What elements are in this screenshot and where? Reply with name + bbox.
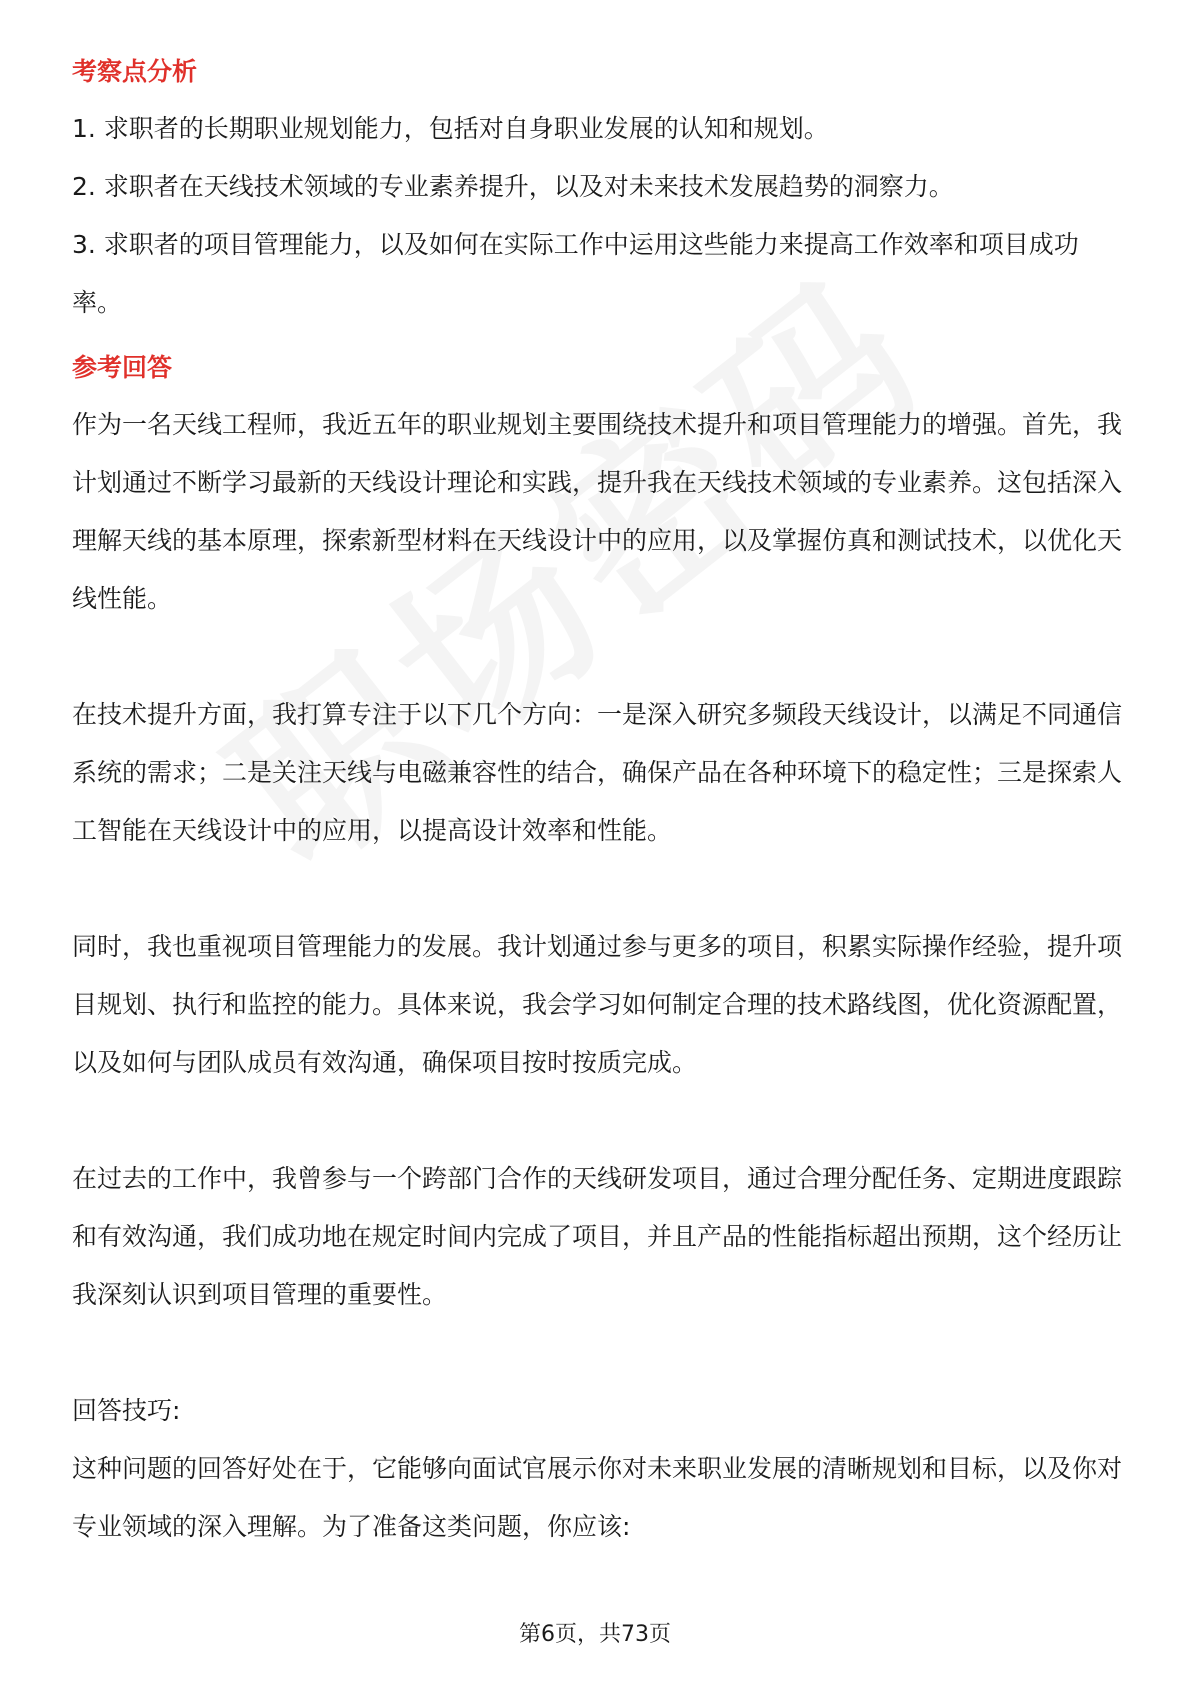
document-content (72, 50, 1122, 1556)
answer-paragraph: 同时，我也重视项目管理能力的发展。我计划通过参与更多的项目，积累实际操作经验，提升项目规划、执行和监控的能力。具体来说，我会学习如何制定合理的技术路线图，优化资源配置，以及如何与团队成员有效沟通，确保项目按时按质完成。 (72, 932, 1123, 1077)
answer-paragraph: 在过去的工作中，我曾参与一个跨部门合作的天线研发项目，通过合理分配任务、定期进度跟踪和有效沟通，我们成功地在规定时间内完成了项目，并且产品的性能指标超出预期，这个经历让我深刻认识到项目管理的重要性。 (72, 1164, 1123, 1309)
analysis-item: 2. 求职者在天线技术领域的专业素养提升，以及对未来技术发展趋势的洞察力。 (72, 172, 954, 201)
analysis-item: 3. 求职者的项目管理能力，以及如何在实际工作中运用这些能力来提高工作效率和项目成功率。 (72, 230, 1079, 317)
tips-paragraph: 这种问题的回答好处在于，它能够向面试官展示你对未来职业发展的清晰规划和目标，以及你对专业领域的深入理解。为了准备这类问题，你应该: (72, 1454, 1123, 1541)
section-title-answer: 参考回答 (72, 353, 173, 382)
page-number: 第6页，共73页 (519, 1622, 671, 1647)
section-title-analysis: 考察点分析 (72, 57, 198, 86)
tips-label: 回答技巧: (72, 1396, 181, 1425)
answer-paragraph: 作为一名天线工程师，我近五年的职业规划主要围绕技术提升和项目管理能力的增强。首先，我计划通过不断学习最新的天线设计理论和实践，提升我在天线技术领域的专业素养。这包括深入理解天线的基本原理，探索新型材料在天线设计中的应用，以及掌握仿真和测试技术，以优化天线性能。 (72, 410, 1123, 613)
analysis-item: 1. 求职者的长期职业规划能力，包括对自身职业发展的认知和规划。 (72, 114, 829, 143)
answer-paragraph: 在技术提升方面，我打算专注于以下几个方向：一是深入研究多频段天线设计，以满足不同通信系统的需求；二是关注天线与电磁兼容性的结合，确保产品在各种环境下的稳定性；三是探索人工智能在天线设计中的应用，以提高设计效率和性能。 (72, 700, 1123, 845)
